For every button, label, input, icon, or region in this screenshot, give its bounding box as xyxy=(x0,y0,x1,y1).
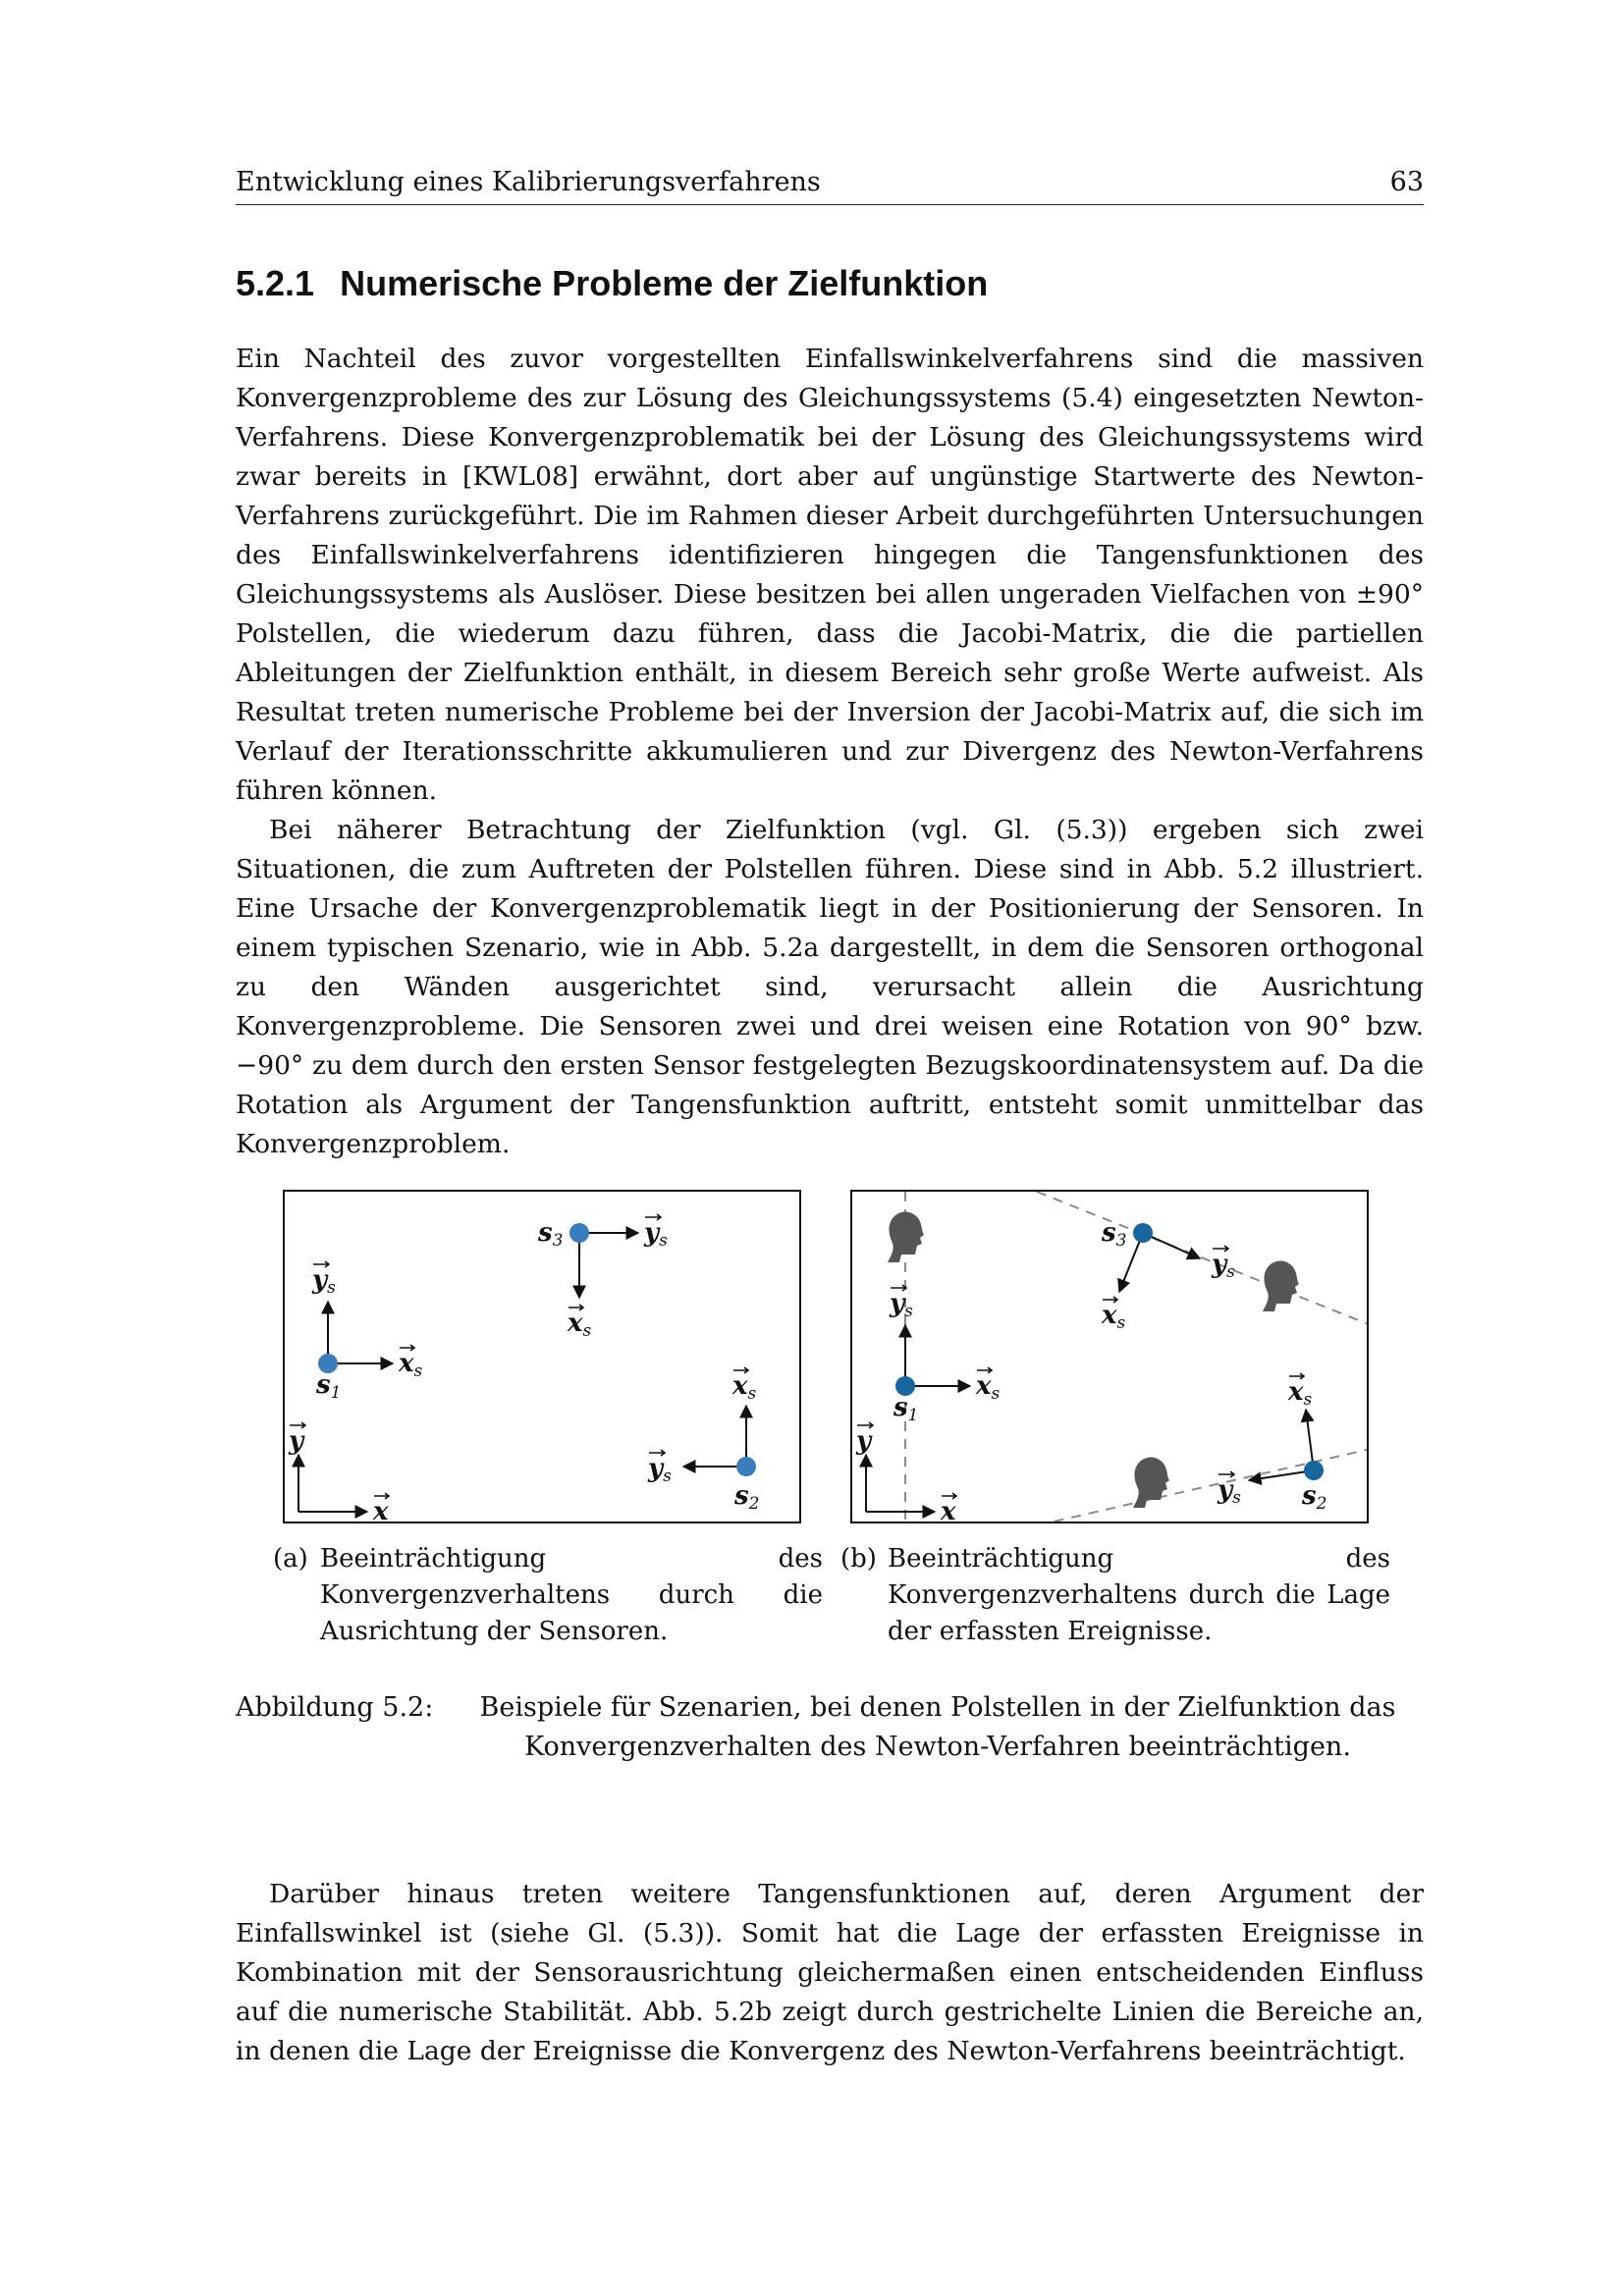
paragraph-3: Darüber hinaus treten weitere Tangensfunktionen auf, deren Argument der Einfallswinkel ist (siehe Gl. (5.3)). Somit hat die Lage der erfassten Ereignisse in Kombination mit der Sensorausrichtung gleichermaßen einen entscheidenden Einfluss auf die numerische Stabilität. Abb. 5.2b zeigt durch gestrichelte Linien die Bereiche an, in denen die Lage der Ereignisse die Konvergenz des Newton-Verfahrens beeinträchtigt. xyxy=(236,1879,1424,2066)
sensor-1-b xyxy=(889,1289,1001,1425)
paragraph-2: Bei näherer Betrachtung der Zielfunktion (vgl. Gl. (5.3)) ergeben sich zwei Situationen, die zum Auftreten der Polstellen führen. Diese sind in Abb. 5.2 illustriert. Eine Ursache der Konvergenzproblematik liegt in der Positionierung der Sensoren. In einem typischen Szenario, wie in Abb. 5.2a dargestellt, in dem die Sensoren orthogonal zu den Wänden ausgerichtet sind, verursacht allein die Ausrichtung Konvergenzprobleme. Die Sensoren zwei und drei weisen eine Rotation von 90° bzw. −90° zu dem durch den ersten Sensor festgelegten Bezugskoordinatensystem auf. Da die Rotation als Argument der Tangensfunktion auftritt, entsteht somit unmittelbar das Konvergenzproblem. xyxy=(236,815,1424,1159)
subfigure-b-caption xyxy=(840,1541,1390,1650)
global-x-label: x xyxy=(373,1497,389,1525)
sensor-2-label-b: s2 xyxy=(1302,1481,1327,1514)
running-header-title: Entwicklung eines Kalibrierungsverfahrens xyxy=(236,167,821,197)
global-x-label-b: x xyxy=(941,1497,956,1525)
running-header xyxy=(236,163,1424,205)
event-head-icon xyxy=(1263,1260,1299,1311)
sensor-3-ys-label: ys xyxy=(644,1218,668,1251)
figure-caption-label: Abbildung 5.2: xyxy=(236,1692,434,1723)
global-y-label-b: y xyxy=(856,1426,872,1456)
sensor-2-dot-b xyxy=(1304,1461,1324,1480)
event-head-icon xyxy=(1133,1457,1169,1508)
paragraph-1: Ein Nachteil des zuvor vorgestellten Einfallswinkelverfahrens sind die massiven Konvergenzprobleme des zur Lösung des Gleichungssystems (5.4) eingesetzten Newton-Verfahrens. Diese Konvergenzproblematik bei der Lösung des Gleichungssystems wird zwar bereits in [KWL08] erwähnt, dort aber auf ungünstige Startwerte des Newton-Verfahrens zurückgeführt. Die im Rahmen dieser Arbeit durchgeführten Untersuchungen des Einfallswinkelverfahrens identifizieren hingegen die Tangensfunktionen des Gleichungssystems als Auslöser. Diese besitzen bei allen ungeraden Vielfachen von ±90° Polstellen, die wiederum dazu führen, dass die Jacobi-Matrix, die die partiellen Ableitungen der Zielfunktion enthält, in diesem Bereich sehr große Werte aufweist. Als Resultat treten numerische Probleme bei der Inversion der Jacobi-Matrix auf, die sich im Verlauf der Iterationsschritte akkumulieren und zur Divergenz des Newton-Verfahrens führen können. xyxy=(236,344,1424,806)
section-heading xyxy=(236,261,1424,306)
sensor-1-label: s1 xyxy=(316,1370,342,1403)
sensor-2-ys-label: ys xyxy=(648,1454,672,1486)
sensor-1-xs-label-b: xs xyxy=(976,1371,1001,1404)
sensor-2-b xyxy=(1217,1377,1326,1514)
sensor-1-label-b: s1 xyxy=(893,1393,919,1425)
sensor-2-xs-label: xs xyxy=(732,1371,757,1404)
sensor-1-xs-label: xs xyxy=(399,1349,423,1381)
sensor-1-a xyxy=(311,1265,423,1403)
global-y-label: y xyxy=(289,1426,304,1456)
subfigure-a-panel xyxy=(283,1190,801,1523)
sensor-2-label: s2 xyxy=(734,1481,760,1514)
global-frame-a xyxy=(288,1426,389,1523)
subfigure-b-label: (b) xyxy=(840,1544,877,1574)
figure-caption-text: Beispiele für Szenarien, bei denen Polstellen in der Zielfunktion das Konvergenzverhalten des Newton-Verfahren beeinträchtigen. xyxy=(479,1692,1396,1762)
event-head-icon xyxy=(888,1211,924,1262)
section-title: Numerische Probleme der Zielfunktion xyxy=(340,263,989,303)
sensor-3-b xyxy=(1101,1218,1235,1333)
sensor-2-dot xyxy=(736,1457,756,1476)
sensor-2-a xyxy=(647,1371,759,1514)
sensor-1-ys-label-b: ys xyxy=(890,1289,913,1321)
document-page xyxy=(236,0,1424,2296)
subfigure-b-caption-text: Beeinträchtigung des Konvergenzverhaltens durch die Lage der erfassten Ereignisse. xyxy=(888,1544,1390,1646)
sensor-3-a xyxy=(537,1218,668,1341)
page-number: 63 xyxy=(1389,167,1424,197)
subfigure-a-label: (a) xyxy=(273,1544,308,1574)
subfigure-a-caption-text: Beeinträchtigung des Konvergenzverhaltens durch die Ausrichtung der Sensoren. xyxy=(320,1544,823,1646)
figure-caption xyxy=(236,1688,1424,1767)
sensor-3-xs-label: xs xyxy=(568,1308,592,1341)
subfigure-a-caption xyxy=(273,1541,823,1650)
sensor-3-xs-label-b: xs xyxy=(1102,1301,1126,1333)
sensor-3-label-b: s3 xyxy=(1102,1218,1127,1251)
sensor-2-ys-label-b: ys xyxy=(1218,1475,1241,1508)
sensor-2-xs-label-b: xs xyxy=(1288,1377,1313,1410)
body-text-block-1 xyxy=(236,340,1424,1164)
subfigure-b-diagram xyxy=(852,1192,1369,1523)
subfigure-b-panel xyxy=(850,1190,1369,1523)
subfigure-a-diagram xyxy=(285,1192,801,1523)
sensor-3-dot-b xyxy=(1133,1223,1153,1243)
section-number: 5.2.1 xyxy=(236,263,315,303)
sensor-3-dot xyxy=(569,1223,589,1243)
body-text-block-2 xyxy=(236,1875,1424,2071)
sensor-3-label: s3 xyxy=(538,1218,564,1251)
sensor-1-ys-label: ys xyxy=(312,1265,336,1298)
sensor-3-ys-label-b: ys xyxy=(1212,1250,1235,1282)
